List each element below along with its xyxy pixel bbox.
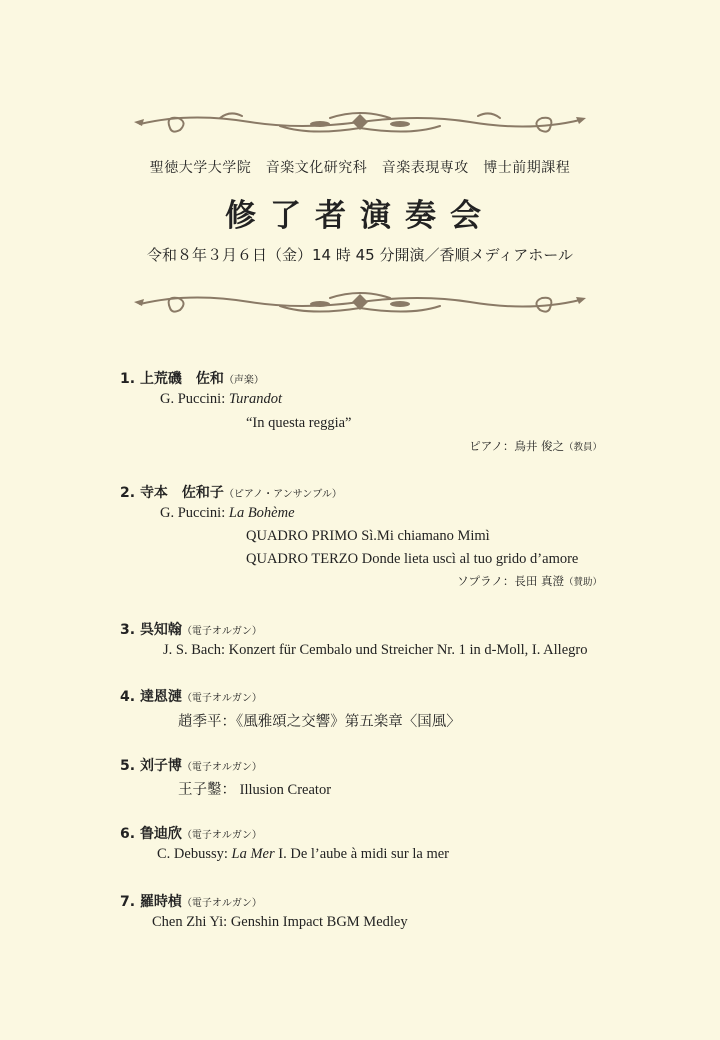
composer: J. S. Bach: (163, 642, 226, 658)
program-item-7-performer (120, 891, 262, 911)
item-number: 6. (120, 826, 136, 842)
program-item-6-performer (120, 823, 262, 843)
item-number: 2. (120, 485, 136, 501)
program-item-6-work (157, 846, 449, 863)
program-item-2-work (160, 505, 295, 522)
performer-type: （電子オルガン） (181, 626, 262, 637)
composer: 王子鑿： (178, 782, 236, 798)
work-title: La Mer (231, 846, 275, 862)
program-item-1-work (160, 391, 282, 408)
performer-type: （ピアノ・アンサンブル） (223, 489, 342, 500)
performer-name: 羅時楨 (139, 894, 182, 910)
program-item-1-performer (120, 368, 264, 388)
work-title: Turandot (228, 391, 283, 407)
accompanist-note: （賛助） (563, 577, 602, 588)
bottom-ornament (130, 286, 590, 320)
accompanist-note: （教員） (563, 442, 602, 453)
program-item-3-performer (120, 619, 262, 639)
composer: G. Puccini: (160, 391, 226, 407)
movement: “In questa reggia” (246, 415, 352, 431)
work-title: Genshin Impact BGM Medley (230, 914, 408, 930)
performer-type: （電子オルガン） (181, 830, 262, 841)
program-item-5-performer (120, 755, 262, 775)
program-item-3-work (163, 642, 587, 659)
movement: QUADRO PRIMO Sì.Mi chiamano Mimì (246, 528, 490, 544)
page-title: 修了者演奏会 (225, 198, 495, 234)
program-item-5-work (178, 778, 331, 799)
performer-type: （声楽） (223, 375, 264, 386)
performer-name: 寺本 佐和子 (139, 485, 224, 501)
movement: I. De l’aube à midi sur la mer (278, 846, 449, 862)
composer: C. Debussy: (157, 846, 228, 862)
work-title: Illusion Creator (239, 782, 332, 798)
performer-type: （電子オルガン） (181, 762, 262, 773)
item-number: 1. (120, 371, 136, 387)
movement: QUADRO TERZO Donde lieta uscì al tuo grido d’amore (246, 551, 579, 567)
item-number: 5. (120, 758, 136, 774)
accompanist (457, 573, 602, 589)
performer-name: 呉知翰 (139, 622, 182, 638)
top-ornament (130, 108, 590, 142)
work-title: Konzert für Cembalo und Streicher Nr. 1 in d-Moll, I. Allegro (228, 642, 588, 658)
program-item-4-work: 趙季平：《風雅頌之交響》第五楽章〈国風〉 (178, 714, 461, 730)
accompanist (469, 438, 602, 454)
composer: Chen Zhi Yi: (152, 914, 228, 930)
concert-date: 令和８年３月６日（金）14 時 45 分開演／香順メディアホール (147, 246, 573, 264)
performer-type: （電子オルガン） (181, 693, 262, 704)
item-number: 3. (120, 622, 136, 638)
item-number: 4. (120, 689, 136, 705)
program-item-7-work (152, 914, 408, 931)
performer-name: 達恩漣 (139, 689, 182, 705)
performer-name: 上荒磯 佐和 (139, 371, 224, 387)
accompanist-name: ソプラノ：長田 真澄 (457, 574, 564, 588)
work-title: La Bohème (228, 505, 295, 521)
composer: G. Puccini: (160, 505, 226, 521)
performer-type: （電子オルガン） (181, 898, 262, 909)
program-item-4-performer (120, 686, 262, 706)
performer-name: 鲁迪欣 (139, 826, 182, 842)
performer-name: 刘子博 (139, 758, 182, 774)
item-number: 7. (120, 894, 136, 910)
program-subtitle: 聖徳大学大学院 音楽文化研究科 音楽表現専攻 博士前期課程 (149, 160, 571, 176)
program-item-2-performer (120, 482, 342, 502)
accompanist-name: ピアノ：鳥井 俊之 (469, 439, 564, 453)
